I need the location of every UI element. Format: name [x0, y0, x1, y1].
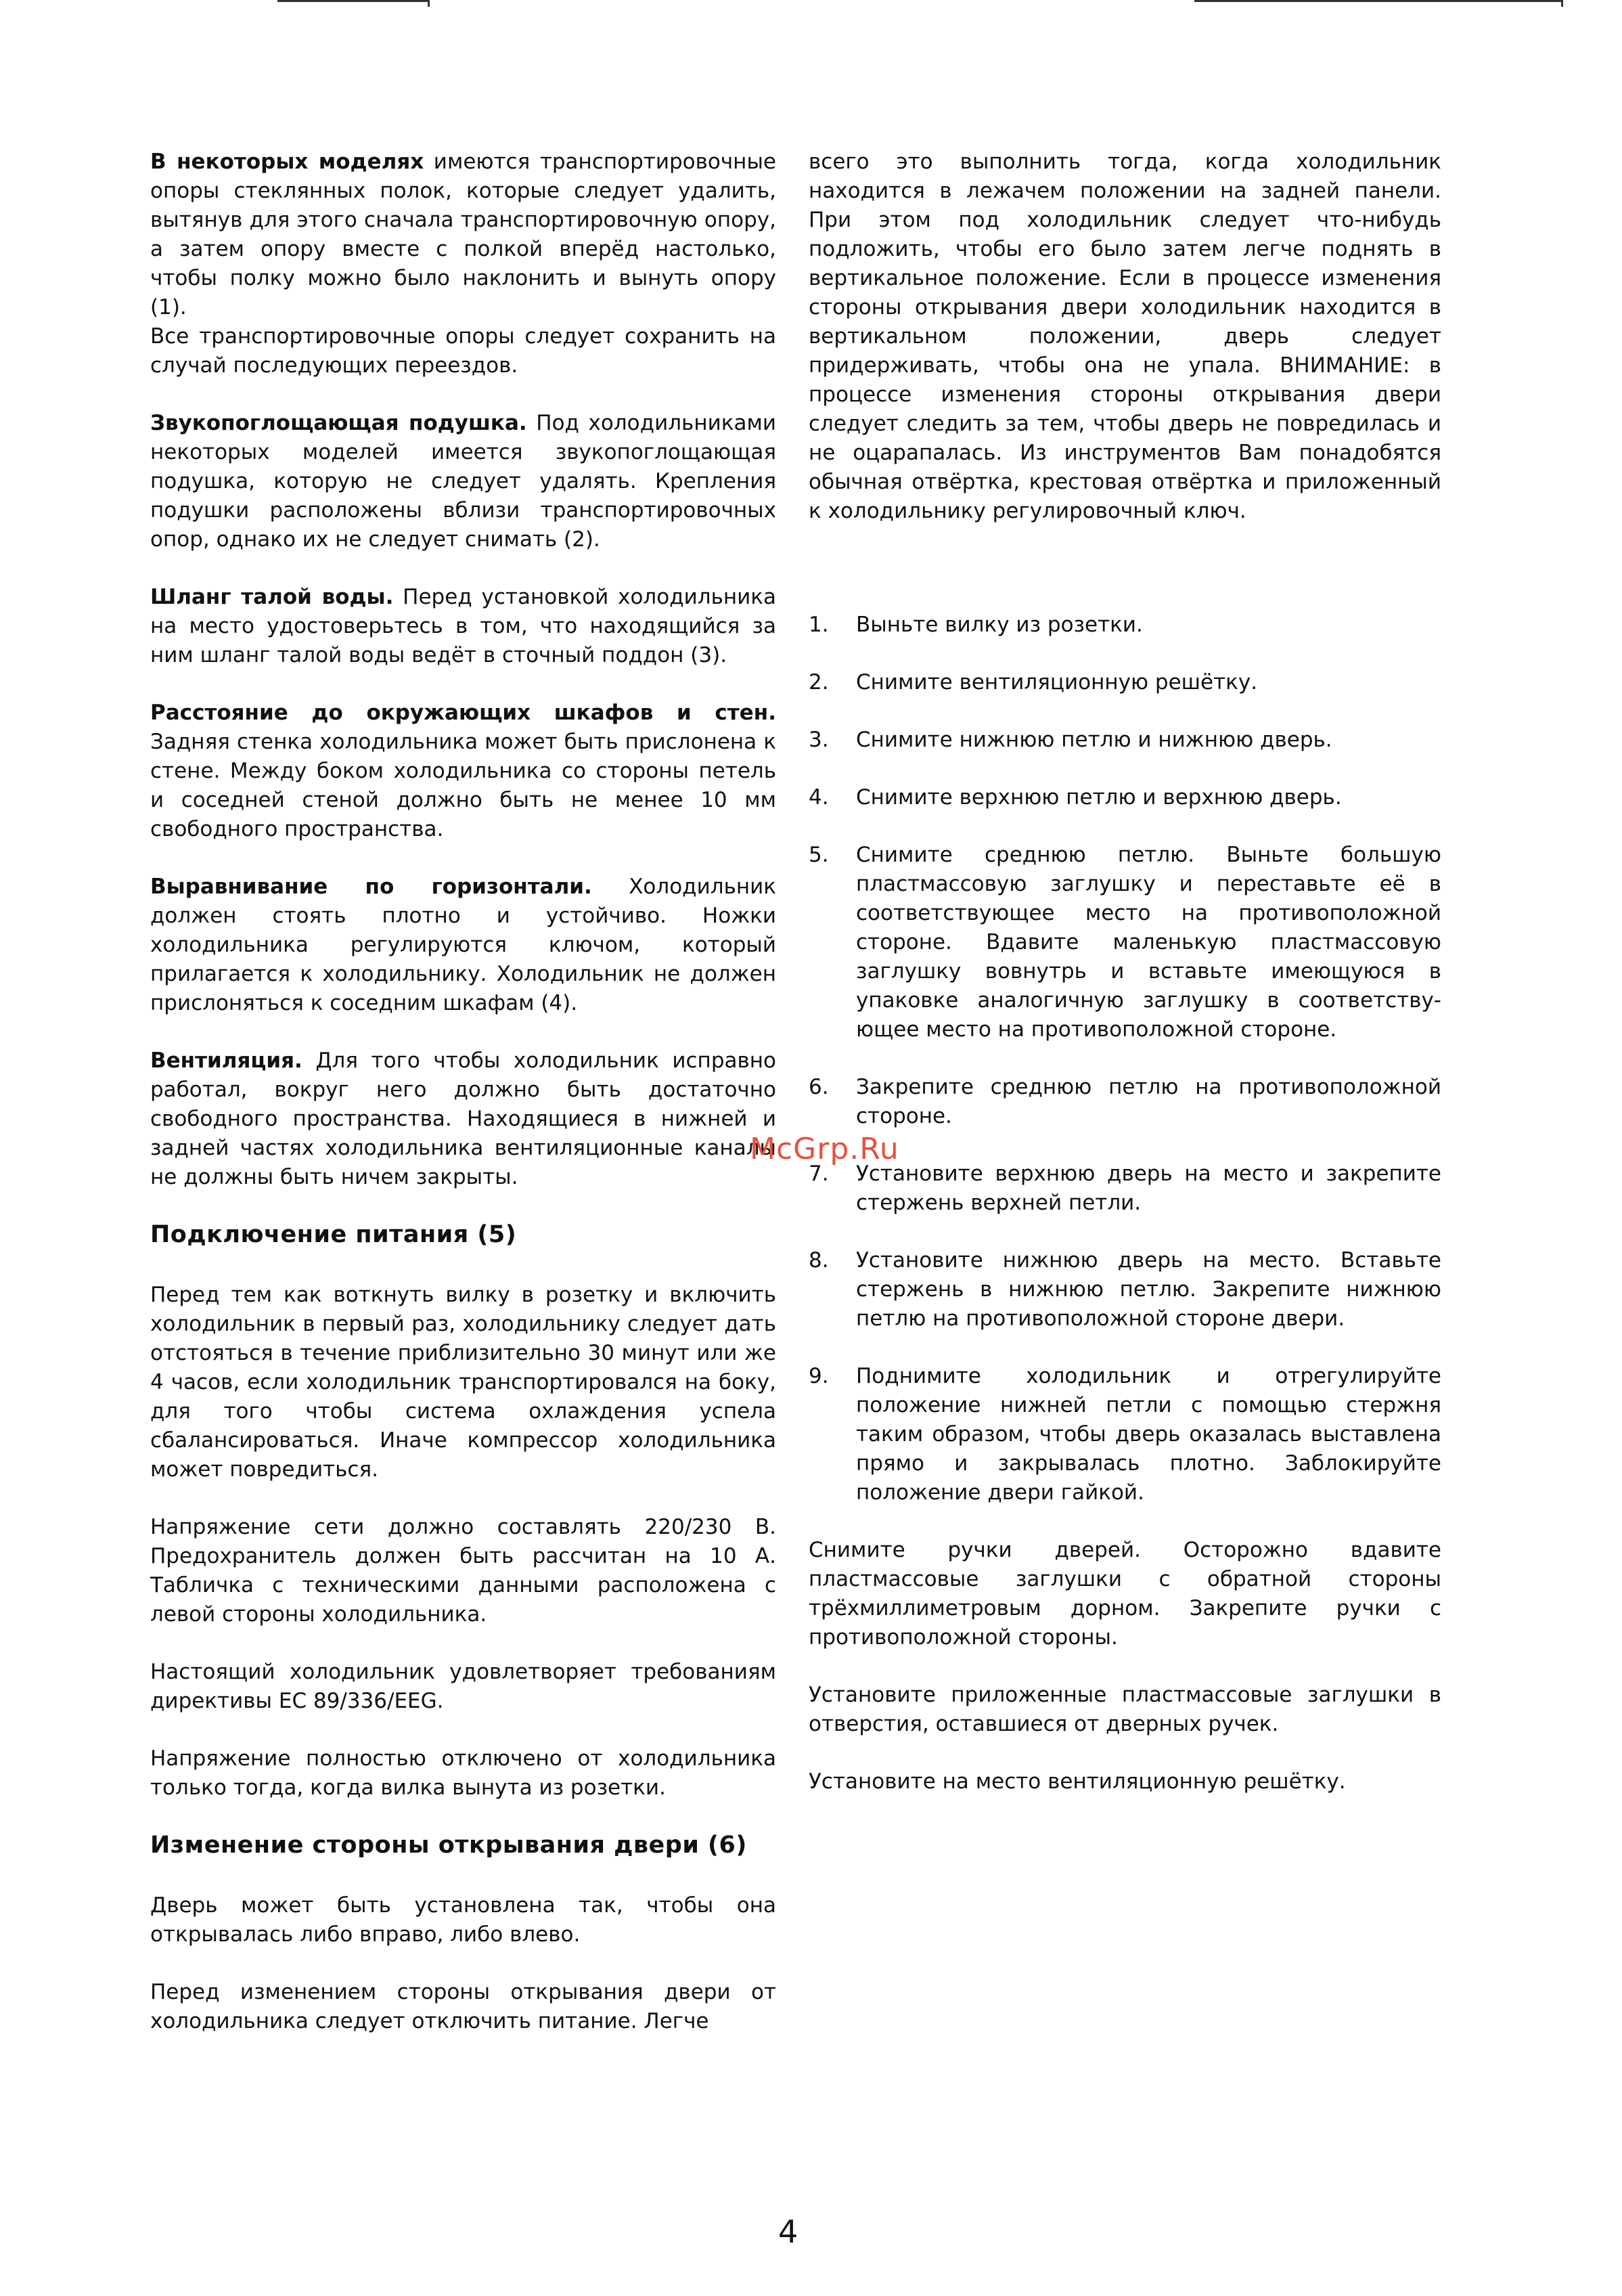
- step-text: Поднимите холодильник и отрегулируйте положение нижней петли с помощью стержня таким образом, чтобы дверь оказалась выставлена прямо и закрывалась плотно. Заблокируйте положение двери гайкой.: [856, 1364, 1441, 1505]
- step-number: 9.: [809, 1364, 829, 1388]
- plugs-paragraph: Установите приложенные пластмассовые заглушки в отверстия, оставшиеся от дверных ручек.: [809, 1683, 1441, 1736]
- keep-supports-paragraph: Все транспортировочные опоры следует сохранить на случай последующих переездов.: [150, 324, 776, 378]
- step-text: Снимите вентиляционную решётку.: [856, 670, 1258, 694]
- door-steps-list: [809, 611, 1441, 1507]
- clearance-paragraph: Расстояние до окружающих шкафов и стен. Задняя стенка холодильника может быть прислонена к стене. Между боком холодильника со стороны петель и соседней стеной должно быть не менее 10 мм свободного пространства.: [150, 701, 776, 841]
- step-number: 2.: [809, 670, 829, 694]
- step-text: Закрепите среднюю петлю на противоположной стороне.: [856, 1075, 1441, 1128]
- list-item: [809, 611, 1441, 640]
- header-rule-tick: [1561, 0, 1563, 7]
- power-paragraph: Перед тем как воткнуть вилку в розетку и включить холодильник в первый раз, холодильнику следует дать отстояться в течение приблизительно 30 минут или же 4 часов, если холодильник транспортировался на боку, для того чтобы система охлаждения успела сбалансироваться. Иначе компрессор холодильника может повредиться.: [150, 1283, 776, 1482]
- step-text: Снимите нижнюю петлю и нижнюю дверь.: [856, 728, 1332, 752]
- sound-pad-paragraph: Звукопоглощающая подушка. Под холодильниками некоторых моделей имеется звукопоглощающая подушка, которую не следует удалять. Крепления подушки расположены вблизи транспортировочных опор, однако их не следует снимать (2).: [150, 411, 776, 552]
- step-number: 1.: [809, 613, 829, 637]
- step-number: 6.: [809, 1075, 829, 1099]
- door-heading: Изменение стороны открывания двери (6): [150, 1832, 747, 1859]
- list-item: [809, 1246, 1441, 1333]
- list-item: [809, 1073, 1441, 1131]
- door-intro-paragraph: всего это выполнить тогда, когда холодильник находится в лежачем положении на задней панели. При этом под холодильник следует что-нибудь подложить, чтобы его было затем легче поднять в вертикальное положение. Если в процессе изменения стороны открывания двери холодильник находится в вертикальном положении, дверь следует придерживать, чтобы она не упала. ВНИМАНИЕ: в процессе изменения стороны открывания двери следует следить за тем, чтобы дверь не повредилась и не оцарапалась. Из инструментов Вам понадобятся обычная отвёртка, крестовая отвёртка и приложенный к холодильнику регулировочный ключ.: [809, 150, 1441, 523]
- header-rule-tick: [428, 0, 430, 7]
- power-paragraph: Настоящий холодильник удовлетворяет требованиям директивы ЕС 89/336/EEG.: [150, 1660, 776, 1713]
- step-text: Снимите среднюю петлю. Выньте большую пластмассовую заглушку и переставьте её в соответствующее место на противоположной стороне. Вдавите маленькую пластмассовую заглушку вовнутрь и вставьте имеющуюся в упаковке аналогичную заглушку в соответству-ющее место на противоположной стороне.: [856, 843, 1441, 1042]
- list-item: [809, 726, 1441, 755]
- power-paragraph: Напряжение полностью отключено от холодильника только тогда, когда вилка вынута из розетки.: [150, 1746, 776, 1800]
- left-column: [150, 148, 776, 2065]
- list-item: [809, 841, 1441, 1044]
- watermark-link[interactable]: McGrp.Ru: [750, 1132, 899, 1166]
- step-text: Установите нижнюю дверь на место. Вставьте стержень в нижнюю петлю. Закрепите нижнюю петлю на противоположной стороне двери.: [856, 1248, 1441, 1331]
- step-number: 5.: [809, 843, 829, 867]
- right-column: [809, 148, 1441, 1825]
- shelf-supports-paragraph: В некоторых моделях имеются транспортировочные опоры стеклянных полок, которые следует удалить, вытянув для этого сначала транспортировочную опору, а затем опору вместе с полкой вперёд настолько, чтобы полку можно было наклонить и вынуть опору (1).: [150, 150, 776, 319]
- door-paragraph: Дверь может быть установлена так, чтобы она открывалась либо вправо, либо влево.: [150, 1893, 776, 1947]
- drain-hose-paragraph: Шланг талой воды. Перед установкой холодильника на место удостоверьтесь в том, что находящийся за ним шланг талой воды ведёт в сточный поддон (3).: [150, 585, 776, 667]
- header-rule-right: [1194, 0, 1563, 2]
- step-text: Установите верхнюю дверь на место и закрепите стержень верхней петли.: [856, 1162, 1441, 1215]
- step-text: Снимите верхнюю петлю и верхнюю дверь.: [856, 785, 1342, 810]
- leveling-paragraph: Выравнивание по горизонтали. Холодильник должен стоять плотно и устойчиво. Ножки холодильника регулируются ключом, который прилагается к холодильнику. Холодильник не должен прислоняться к соседним шкафам (4).: [150, 875, 776, 1015]
- power-heading: Подключение питания (5): [150, 1221, 517, 1248]
- handles-paragraph: Снимите ручки дверей. Осторожно вдавите пластмассовые заглушки с обратной стороны трёхмиллиметровым дорном. Закрепите ручки с противоположной стороны.: [809, 1538, 1441, 1650]
- door-paragraph: Перед изменением стороны открывания двери от холодильника следует отключить питание. Легче: [150, 1980, 776, 2033]
- step-number: 3.: [809, 728, 829, 752]
- step-number: 8.: [809, 1248, 829, 1273]
- step-text: Выньте вилку из розетки.: [856, 613, 1143, 637]
- ventilation-paragraph: Вентиляция. Для того чтобы холодильник исправно работал, вокруг него должно быть достаточно свободного пространства. Находящиеся в нижней и задней частях холодильника вентиляционные каналы не должны быть ничем закрыты.: [150, 1048, 776, 1189]
- list-item: [809, 783, 1441, 812]
- list-item: [809, 668, 1441, 697]
- list-item: [809, 1160, 1441, 1218]
- grille-paragraph: Установите на место вентиляционную решётку.: [809, 1769, 1346, 1794]
- list-item: [809, 1362, 1441, 1507]
- header-rule-left: [277, 0, 430, 2]
- page-number: 4: [778, 2213, 798, 2250]
- power-paragraph: Напряжение сети должно составлять 220/230 В. Предохранитель должен быть рассчитан на 10 А. Табличка с техническими данными расположена с левой стороны холодильника.: [150, 1515, 776, 1627]
- step-number: 4.: [809, 785, 829, 810]
- step-number: 7.: [809, 1162, 829, 1186]
